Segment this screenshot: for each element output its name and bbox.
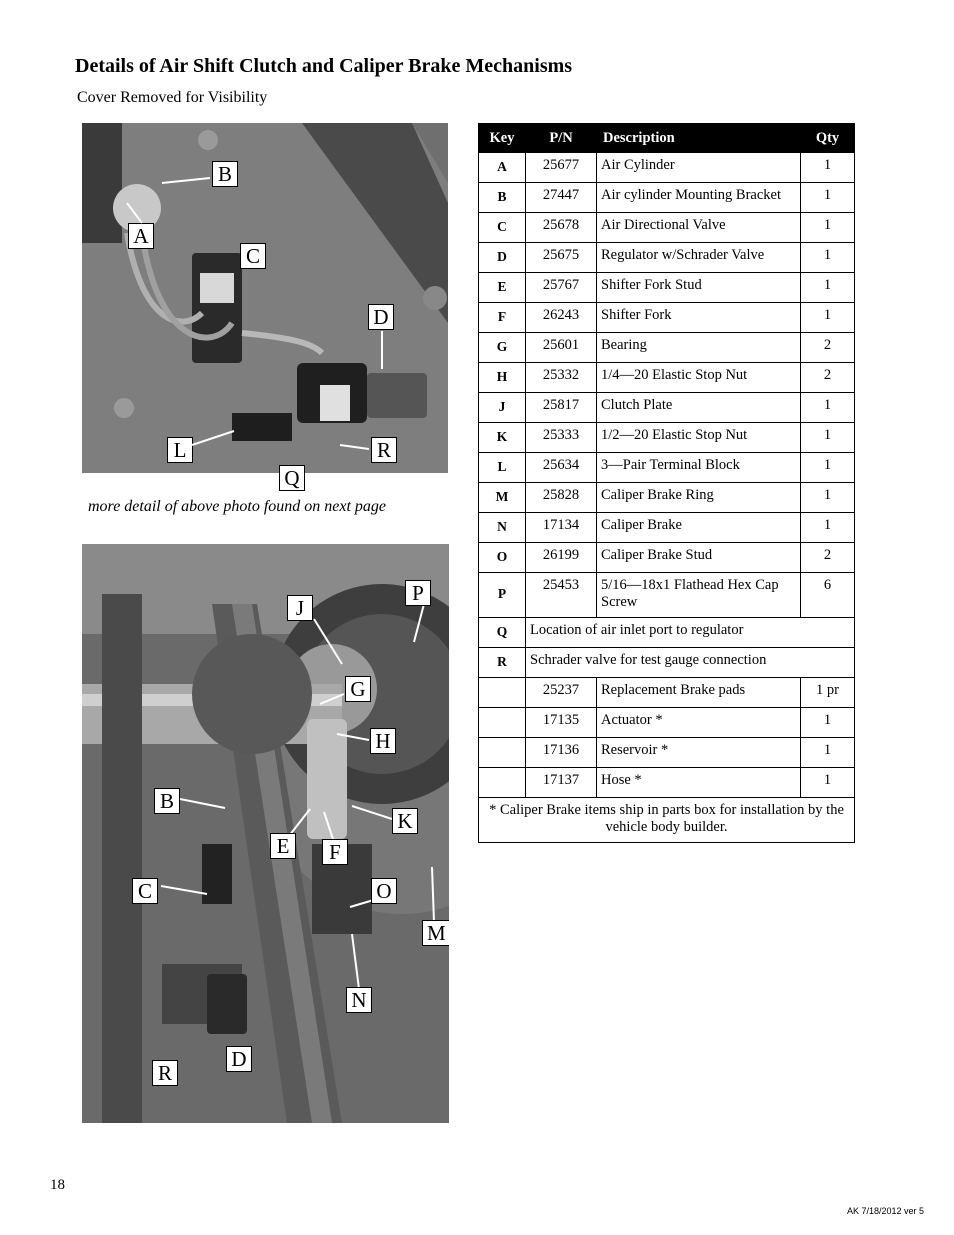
table-row	[479, 423, 855, 453]
row-key: F	[479, 303, 526, 333]
row-pn: 27447	[526, 183, 597, 213]
row-pn: 25237	[526, 678, 597, 708]
row-qty: 1	[801, 303, 855, 333]
photo-caption: more detail of above photo found on next page	[88, 498, 387, 515]
row-key: O	[479, 543, 526, 573]
header-description: Description	[597, 124, 801, 153]
table-row	[479, 393, 855, 423]
row-key: P	[479, 573, 526, 618]
row-qty: 1	[801, 153, 855, 183]
row-description: Hose *	[597, 768, 801, 798]
row-description: 3—Pair Terminal Block	[597, 453, 801, 483]
row-key: N	[479, 513, 526, 543]
photo2-label-o: O	[371, 878, 397, 904]
table-row	[479, 153, 855, 183]
row-key-empty	[479, 768, 526, 798]
photo1-label-c: C	[240, 243, 266, 269]
row-key: A	[479, 153, 526, 183]
row-key: B	[479, 183, 526, 213]
table-row	[479, 483, 855, 513]
photo2-label-g: G	[345, 676, 371, 702]
row-description: Air cylinder Mounting Bracket	[597, 183, 801, 213]
row-key: K	[479, 423, 526, 453]
page-number: 18	[50, 1177, 65, 1193]
table-row	[479, 513, 855, 543]
table-row	[479, 618, 855, 648]
row-description: Regulator w/Schrader Valve	[597, 243, 801, 273]
header-qty: Qty	[801, 124, 855, 153]
row-pn: 17137	[526, 768, 597, 798]
photo2-label-b: B	[154, 788, 180, 814]
row-key: E	[479, 273, 526, 303]
row-pn: 25678	[526, 213, 597, 243]
photo1-label-b: B	[212, 161, 238, 187]
photo2-label-n: N	[346, 987, 372, 1013]
table-note: * Caliper Brake items ship in parts box for installation by the vehicle body builder.	[479, 798, 855, 843]
row-key-empty	[479, 738, 526, 768]
row-qty: 1	[801, 393, 855, 423]
row-key-empty	[479, 708, 526, 738]
photo-air-shift-clutch	[82, 123, 448, 473]
table-row	[479, 243, 855, 273]
row-description: Shifter Fork Stud	[597, 273, 801, 303]
row-qty: 1 pr	[801, 678, 855, 708]
table-row	[479, 333, 855, 363]
row-key: R	[479, 648, 526, 678]
table-row	[479, 738, 855, 768]
row-qty: 1	[801, 708, 855, 738]
header-pn: P/N	[526, 124, 597, 153]
row-qty: 2	[801, 333, 855, 363]
table-row	[479, 363, 855, 393]
row-description: 1/2—20 Elastic Stop Nut	[597, 423, 801, 453]
photo1-arrows	[82, 123, 448, 473]
table-note-row	[479, 798, 855, 843]
row-qty: 1	[801, 273, 855, 303]
row-key-empty	[479, 678, 526, 708]
row-qty: 1	[801, 213, 855, 243]
row-qty: 1	[801, 513, 855, 543]
table-row	[479, 273, 855, 303]
table-row	[479, 303, 855, 333]
row-pn: 17134	[526, 513, 597, 543]
row-key: H	[479, 363, 526, 393]
row-qty: 1	[801, 738, 855, 768]
row-description: Reservoir *	[597, 738, 801, 768]
row-pn: 25828	[526, 483, 597, 513]
row-key: Q	[479, 618, 526, 648]
row-qty: 6	[801, 573, 855, 618]
row-qty: 1	[801, 483, 855, 513]
row-pn: 25601	[526, 333, 597, 363]
row-description: Caliper Brake	[597, 513, 801, 543]
row-pn: 25677	[526, 153, 597, 183]
photo1-label-d: D	[368, 304, 394, 330]
row-description: Caliper Brake Ring	[597, 483, 801, 513]
row-qty: 1	[801, 453, 855, 483]
row-qty: 1	[801, 183, 855, 213]
row-description: Air Directional Valve	[597, 213, 801, 243]
row-description: 1/4—20 Elastic Stop Nut	[597, 363, 801, 393]
row-description: Clutch Plate	[597, 393, 801, 423]
photo2-label-p: P	[405, 580, 431, 606]
row-description: Schrader valve for test gauge connection	[526, 648, 855, 678]
photo1-label-l: L	[167, 437, 193, 463]
row-key: M	[479, 483, 526, 513]
row-pn: 25453	[526, 573, 597, 618]
table-row	[479, 213, 855, 243]
table-row	[479, 708, 855, 738]
table-row	[479, 183, 855, 213]
photo1-label-q: Q	[279, 465, 305, 491]
row-qty: 2	[801, 543, 855, 573]
photo2-label-r: R	[152, 1060, 178, 1086]
row-pn: 25333	[526, 423, 597, 453]
row-pn: 25332	[526, 363, 597, 393]
table-row	[479, 543, 855, 573]
parts-table	[478, 123, 855, 843]
row-pn: 26199	[526, 543, 597, 573]
photo2-label-d: D	[226, 1046, 252, 1072]
table-row	[479, 453, 855, 483]
photo2-label-c: C	[132, 878, 158, 904]
row-key: D	[479, 243, 526, 273]
row-description: Replacement Brake pads	[597, 678, 801, 708]
row-pn: 25675	[526, 243, 597, 273]
table-row	[479, 768, 855, 798]
photo-caliper-brake	[82, 544, 449, 1123]
table-row	[479, 573, 855, 618]
row-description: Shifter Fork	[597, 303, 801, 333]
row-pn: 25817	[526, 393, 597, 423]
row-description: Actuator *	[597, 708, 801, 738]
row-qty: 1	[801, 243, 855, 273]
table-row	[479, 678, 855, 708]
row-key: L	[479, 453, 526, 483]
row-pn: 17136	[526, 738, 597, 768]
row-description: Air Cylinder	[597, 153, 801, 183]
row-qty: 1	[801, 423, 855, 453]
row-key: C	[479, 213, 526, 243]
photo2-label-f: F	[322, 839, 348, 865]
row-key: J	[479, 393, 526, 423]
row-key: G	[479, 333, 526, 363]
photo2-label-e: E	[270, 833, 296, 859]
photo1-label-r: R	[371, 437, 397, 463]
row-pn: 25767	[526, 273, 597, 303]
row-qty: 1	[801, 768, 855, 798]
page-subtitle: Cover Removed for Visibility	[77, 89, 268, 106]
table-header-row	[479, 124, 855, 153]
row-pn: 26243	[526, 303, 597, 333]
photo2-label-m: M	[422, 920, 449, 946]
row-description: 5/16—18x1 Flathead Hex Cap Screw	[597, 573, 801, 618]
photo2-label-k: K	[392, 808, 418, 834]
table-row	[479, 648, 855, 678]
footer-version: AK 7/18/2012 ver 5	[847, 1206, 925, 1216]
row-pn: 25634	[526, 453, 597, 483]
row-description: Bearing	[597, 333, 801, 363]
row-description: Caliper Brake Stud	[597, 543, 801, 573]
photo2-label-h: H	[370, 728, 396, 754]
row-qty: 2	[801, 363, 855, 393]
row-description: Location of air inlet port to regulator	[526, 618, 855, 648]
header-key: Key	[479, 124, 526, 153]
row-pn: 17135	[526, 708, 597, 738]
page-title: Details of Air Shift Clutch and Caliper Brake Mechanisms	[75, 55, 573, 77]
photo2-label-j: J	[287, 595, 313, 621]
photo1-label-a: A	[128, 223, 154, 249]
